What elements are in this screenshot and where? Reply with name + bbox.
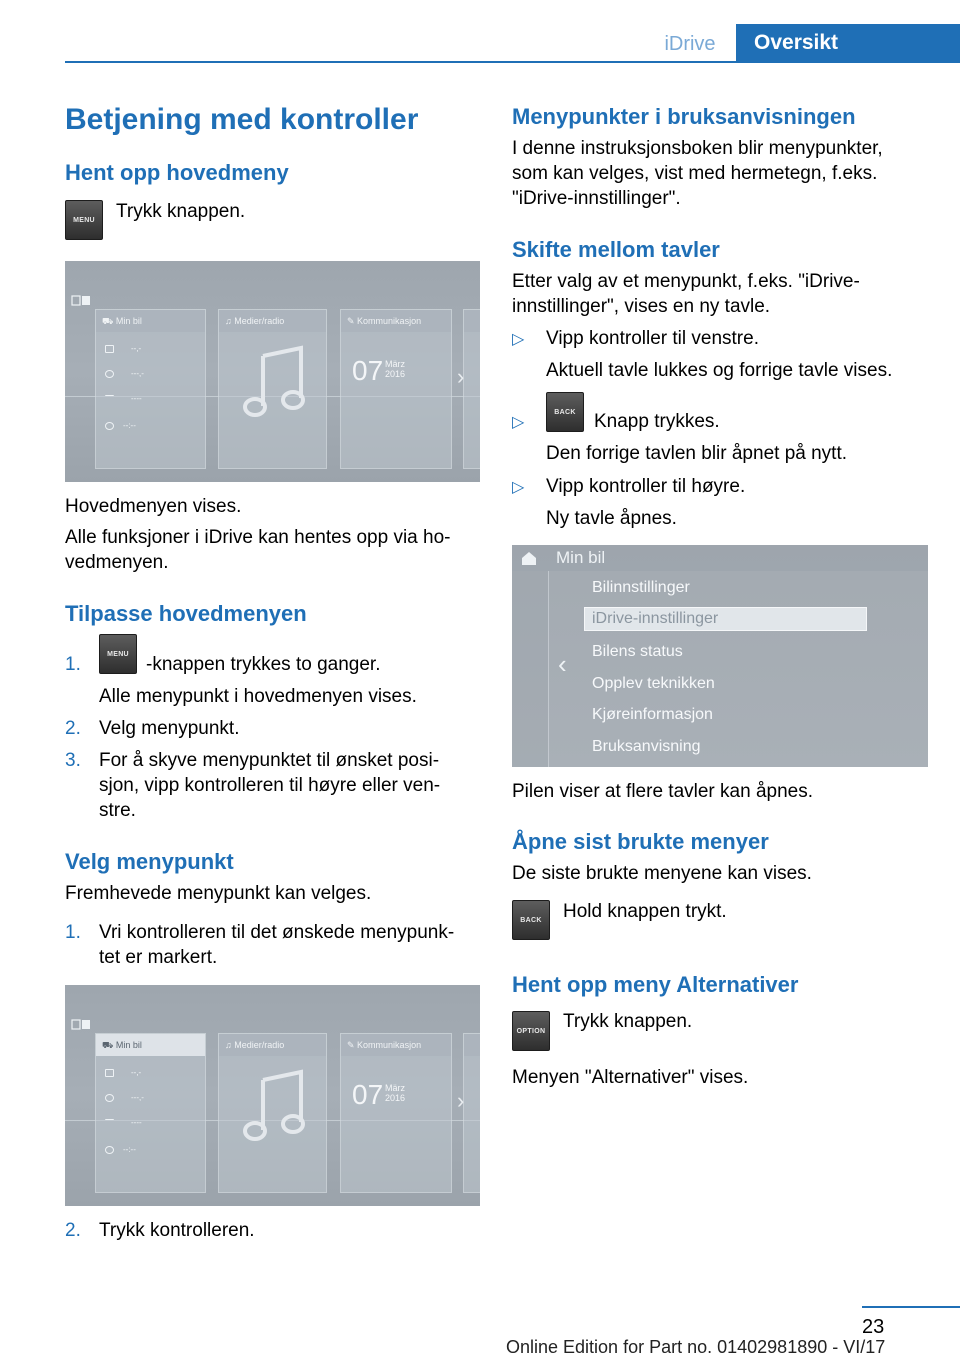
body-text: Hovedmenyen vises.: [65, 496, 242, 517]
step-number: 2.: [65, 718, 81, 739]
step-text: For å skyve menypunktet til ønsket posi‐: [99, 750, 440, 771]
step-number: 1.: [65, 654, 81, 675]
bullet-text: Vipp kontroller til høyre.: [546, 476, 746, 497]
heading-alternativer: Hent opp meny Alternativer: [512, 972, 799, 997]
step-text: stre.: [99, 800, 136, 821]
instruction-text: Trykk knappen.: [563, 1011, 693, 1032]
menu-item: Opplev teknikken: [592, 675, 715, 692]
split-screen-icon: [71, 1018, 91, 1031]
row-value: --:--: [123, 421, 136, 430]
music-note-icon: [243, 1068, 307, 1144]
heading-apne-sist-brukte: Åpne sist brukte menyer: [512, 829, 769, 854]
clock-icon: [105, 1146, 114, 1154]
row-value: ----: [131, 1118, 142, 1127]
page-number: 23: [862, 1316, 885, 1338]
idrive-main-menu-screen: [65, 261, 480, 482]
page-title: Betjening med kontroller: [65, 103, 419, 136]
bullet-text: Vipp kontroller til venstre.: [546, 328, 759, 349]
back-key-icon: BACK: [546, 392, 584, 432]
chevron-right-icon: ›: [457, 1088, 465, 1113]
step-text: sjon, vipp kontrolleren til høyre eller ven‐: [99, 775, 441, 796]
distance-icon: [105, 1119, 114, 1122]
bullet-triangle-icon: ▷: [512, 414, 525, 431]
menu-item: Bilinnstillinger: [592, 579, 690, 596]
body-text: som kan velges, vist med hermetegn, f.eks.: [512, 163, 878, 184]
body-text: vedmenyen.: [65, 552, 169, 573]
header-tab-idrive[interactable]: iDrive: [664, 33, 716, 55]
clock-icon: [105, 422, 114, 430]
range-icon: [105, 370, 114, 378]
body-text: Menyen "Alternativer" vises.: [512, 1067, 749, 1088]
body-text: I denne instruksjonsboken blir menypunkter,: [512, 138, 883, 159]
date-day: 07: [352, 355, 384, 386]
header-rule: [65, 61, 736, 63]
bullet-triangle-icon: ▷: [512, 331, 525, 348]
range-icon: [105, 1094, 114, 1102]
body-text: Fremhevede menypunkt kan velges.: [65, 883, 372, 904]
tile-kommunikasjon: [340, 309, 452, 469]
step-text: Vri kontrolleren til det ønskede menypunk‐: [99, 922, 455, 943]
row-value: --,-: [131, 1068, 142, 1077]
chevron-left-icon: ‹: [558, 649, 567, 679]
menu-item: Kjøreinformasjon: [592, 706, 713, 723]
date-day: 07: [352, 1079, 384, 1110]
fuel-icon: [105, 345, 114, 353]
step-subtext: Alle menypunkt i hovedmenyen vises.: [99, 686, 417, 707]
menu-item: Bilens status: [592, 643, 683, 660]
row-value: ---,-: [131, 369, 144, 378]
step-number: 3.: [65, 750, 81, 771]
body-text: De siste brukte menyene kan vises.: [512, 863, 812, 884]
menu-title: Min bil: [556, 548, 606, 567]
tile-partial: [463, 309, 480, 469]
fuel-icon: [105, 1069, 114, 1077]
heading-hent-opp-hovedmeny: Hent opp hovedmeny: [65, 160, 289, 185]
date-month-year: März 2016: [385, 359, 406, 379]
bullet-subtext: Den forrige tavlen blir åpnet på nytt.: [546, 443, 848, 464]
tile-min-bil: [95, 309, 206, 469]
tile-label: ⛟ Min bil: [96, 1034, 205, 1056]
step-number: 1.: [65, 922, 81, 943]
step-text: -knappen trykkes to ganger.: [146, 654, 381, 675]
tile-label: ✎ Kommunikasjon: [341, 1034, 451, 1056]
body-text: Pilen viser at flere tavler kan åpnes.: [512, 781, 813, 802]
bullet-triangle-icon: ▷: [512, 479, 525, 496]
menu-item-selected: iDrive-innstillinger: [584, 607, 867, 631]
body-text: Alle funksjoner i iDrive kan hentes opp via ho‐: [65, 527, 451, 548]
menu-key-icon: MENU: [65, 200, 103, 240]
body-text: innstillinger", vises en ny tavle.: [512, 296, 771, 317]
row-value: --,-: [131, 344, 142, 353]
row-value: ---,-: [131, 1093, 144, 1102]
tile-kommunikasjon: [340, 1033, 452, 1193]
heading-tilpasse-hovedmenyen: Tilpasse hovedmenyen: [65, 601, 307, 626]
tile-label: ⛟ Min bil: [96, 310, 205, 332]
tile-label: ♫ Medier/radio: [219, 1034, 326, 1056]
music-note-icon: [243, 344, 307, 420]
row-value: --:--: [123, 1145, 136, 1154]
body-text: Etter valg av et menypunkt, f.eks. "iDrive-: [512, 271, 860, 292]
tile-label: ♫ Medier/radio: [219, 310, 326, 332]
menu-item: Bruksanvisning: [592, 738, 701, 755]
step-text: Velg menypunkt.: [99, 718, 240, 739]
header-tab-oversikt[interactable]: Oversikt: [736, 24, 960, 63]
row-value: ----: [131, 394, 142, 403]
edition-text: Online Edition for Part no. 01402981890 - VI/17: [506, 1337, 886, 1357]
heading-menypunkter: Menypunkter i bruksanvisningen: [512, 104, 856, 129]
heading-skifte-mellom-tavler: Skifte mellom tavler: [512, 237, 720, 262]
date-month-year: März 2016: [385, 1083, 406, 1103]
body-text: "iDrive-innstillinger".: [512, 188, 681, 209]
distance-icon: [105, 395, 114, 398]
step-text: tet er markert.: [99, 947, 218, 968]
option-key-icon: OPTION: [512, 1011, 550, 1051]
home-icon: [520, 550, 538, 566]
idrive-min-bil-menu-screen: [512, 545, 928, 767]
tile-label: ✎ Kommunikasjon: [341, 310, 451, 332]
instruction-text: Hold knappen trykt.: [563, 901, 727, 922]
step-text: Trykk kontrolleren.: [99, 1220, 255, 1241]
bullet-text: Knapp trykkes.: [594, 411, 720, 432]
footer-rule: [862, 1306, 960, 1308]
step-number: 2.: [65, 1220, 81, 1241]
instruction-text: Trykk knappen.: [116, 201, 246, 222]
tile-min-bil-selected: [95, 1033, 206, 1193]
split-screen-icon: [71, 294, 91, 307]
bullet-subtext: Ny tavle åpnes.: [546, 508, 677, 529]
idrive-main-menu-screen-selected: [65, 985, 480, 1206]
menu-key-icon: MENU: [99, 634, 137, 674]
chevron-right-icon: ›: [457, 364, 465, 389]
bullet-subtext: Aktuell tavle lukkes og forrige tavle vises.: [546, 360, 893, 381]
back-key-icon: BACK: [512, 900, 550, 940]
tile-partial: [463, 1033, 480, 1193]
heading-velg-menypunkt: Velg menypunkt: [65, 849, 234, 874]
